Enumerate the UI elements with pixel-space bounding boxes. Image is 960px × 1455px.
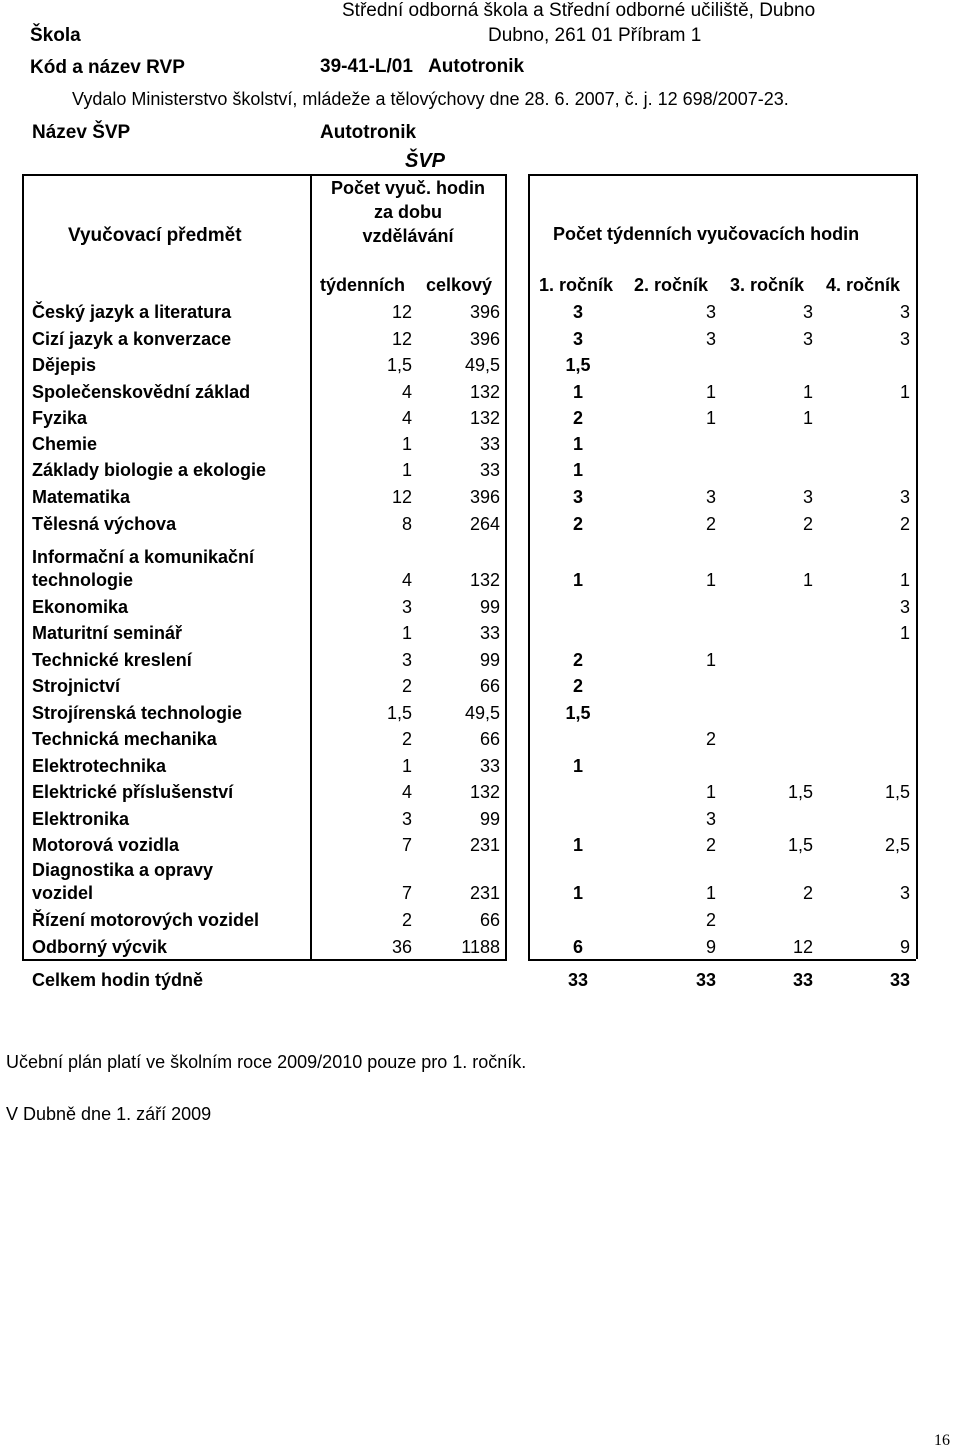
total-hours: 132 (469, 570, 500, 590)
weekly-hours: 4 (401, 408, 412, 428)
svp-heading: ŠVP (404, 150, 446, 172)
year-1-hours: 1 (572, 835, 583, 855)
subject-name: Technická mechanika (32, 729, 217, 749)
year-3-hours: 12 (792, 937, 813, 957)
table-border-line (528, 174, 530, 959)
table-border-line (22, 174, 507, 176)
weekly-hours: 3 (401, 809, 412, 829)
total-y3: 33 (792, 970, 813, 990)
subject-name: Motorová vozidla (32, 835, 180, 855)
column-header: 1. ročník (539, 275, 614, 295)
total-hours: 396 (469, 302, 500, 322)
total-label: Celkem hodin týdně (32, 970, 204, 990)
total-hours: 66 (479, 729, 500, 749)
year-1-hours: 3 (572, 329, 583, 349)
subject-name: Základy biologie a ekologie (32, 460, 267, 480)
year-1-hours: 6 (572, 937, 583, 957)
subject-name: Fyzika (32, 408, 88, 428)
year-4-hours: 3 (899, 329, 910, 349)
weekly-hours: 1,5 (386, 355, 412, 375)
date-line: V Dubně dne 1. září 2009 (6, 1104, 212, 1124)
weekly-hours: 12 (391, 329, 412, 349)
validity-note: Učební plán platí ve školním roce 2009/2010 pouze pro 1. ročník. (6, 1052, 527, 1072)
year-4-hours: 3 (899, 597, 910, 617)
year-4-hours: 9 (899, 937, 910, 957)
total-y2: 33 (695, 970, 716, 990)
year-2-hours: 1 (705, 382, 716, 402)
weekly-hours: 4 (401, 782, 412, 802)
year-1-hours: 2 (572, 408, 583, 428)
page-number: 16 (934, 1432, 950, 1449)
year-2-hours: 3 (705, 809, 716, 829)
school-label: Škola (30, 25, 81, 46)
table-border-line (528, 174, 916, 176)
year-1-hours: 2 (572, 676, 583, 696)
year-2-hours: 9 (705, 937, 716, 957)
weekly-hours: 12 (391, 487, 412, 507)
year-3-hours: 1 (802, 408, 813, 428)
total-hours: 33 (479, 460, 500, 480)
weekly-hours: 1 (401, 460, 412, 480)
year-4-hours: 3 (899, 487, 910, 507)
table-border-line (310, 174, 312, 959)
weekly-hours: 1 (401, 434, 412, 454)
column-header: 4. ročník (826, 275, 901, 295)
year-4-hours: 1 (899, 623, 910, 643)
total-hours: 99 (479, 597, 500, 617)
table-border-line (528, 959, 916, 961)
rvp-label: Kód a název RVP (30, 57, 185, 78)
subject-name: Řízení motorových vozidel (32, 910, 260, 930)
total-hours: 33 (479, 434, 500, 454)
year-2-hours: 1 (705, 408, 716, 428)
year-2-hours: 2 (705, 514, 716, 534)
subject-name: Elektrotechnika (32, 756, 167, 776)
total-y4: 33 (889, 970, 910, 990)
weekly-hours: 1 (401, 623, 412, 643)
subject-name: Český jazyk a literatura (32, 302, 232, 322)
column-header: 3. ročník (730, 275, 805, 295)
year-1-hours: 1 (572, 382, 583, 402)
weekly-hours: 12 (391, 302, 412, 322)
year-3-hours: 2 (802, 883, 813, 903)
weekly-hours: 1 (401, 756, 412, 776)
svp-label: Název ŠVP (32, 122, 131, 143)
subject-name: Chemie (32, 434, 98, 454)
column-header: 2. ročník (634, 275, 709, 295)
table-border-line (22, 174, 24, 959)
subject-name: Diagnostika a opravy (32, 860, 214, 880)
year-4-hours: 3 (899, 302, 910, 322)
hours-heading-line: za dobu (374, 202, 442, 222)
year-2-hours: 3 (705, 487, 716, 507)
year-2-hours: 2 (705, 835, 716, 855)
weekly-hours: 8 (401, 514, 412, 534)
year-3-hours: 1 (802, 382, 813, 402)
year-3-hours: 1,5 (787, 782, 813, 802)
svp-value: Autotronik (320, 122, 417, 143)
year-4-hours: 2,5 (884, 835, 910, 855)
weekly-hours: 7 (401, 835, 412, 855)
subject-name: Technické kreslení (32, 650, 192, 670)
hours-heading-line: Počet vyuč. hodin (330, 178, 486, 198)
year-1-hours: 2 (572, 514, 583, 534)
total-hours: 396 (469, 329, 500, 349)
school-address: Dubno, 261 01 Příbram 1 (488, 25, 702, 46)
year-1-hours: 2 (572, 650, 583, 670)
year-2-hours: 1 (705, 883, 716, 903)
year-1-hours: 1,5 (565, 355, 591, 375)
subject-name: Strojírenská technologie (32, 703, 243, 723)
rvp-value: 39-41-L/01 Autotronik (320, 56, 525, 77)
total-hours: 66 (479, 910, 500, 930)
subject-name: Cizí jazyk a konverzace (32, 329, 232, 349)
total-hours: 33 (479, 623, 500, 643)
total-hours: 231 (469, 835, 500, 855)
weekly-hours: 4 (401, 570, 412, 590)
weekly-hours: 4 (401, 382, 412, 402)
total-y1: 33 (567, 970, 589, 990)
total-hours: 396 (469, 487, 500, 507)
total-hours: 264 (469, 514, 500, 534)
year-3-hours: 3 (802, 302, 813, 322)
total-hours: 132 (469, 782, 500, 802)
subject-name: Informační a komunikační (32, 547, 255, 567)
year-1-hours: 3 (572, 302, 583, 322)
subject-name: Odborný výcvik (32, 937, 168, 957)
total-hours: 231 (469, 883, 500, 903)
year-3-hours: 1,5 (787, 835, 813, 855)
subject-name: Společenskovědní základ (32, 382, 251, 402)
year-2-hours: 3 (705, 302, 716, 322)
year-1-hours: 1 (572, 756, 583, 776)
year-2-hours: 2 (705, 729, 716, 749)
subject-name: Elektronika (32, 809, 130, 829)
subject-name: Strojnictví (32, 676, 121, 696)
hours-heading-line: vzdělávání (362, 226, 454, 246)
year-1-hours: 3 (572, 487, 583, 507)
subject-name: Ekonomika (32, 597, 129, 617)
total-hours: 1188 (461, 937, 500, 957)
year-4-hours: 1 (899, 570, 910, 590)
weekly-hours: 2 (401, 910, 412, 930)
weekly-hours: 36 (391, 937, 412, 957)
year-3-hours: 3 (802, 487, 813, 507)
year-4-hours: 2 (899, 514, 910, 534)
year-1-hours: 1 (572, 460, 583, 480)
year-2-hours: 1 (705, 570, 716, 590)
subject-name: Elektrické příslušenství (32, 782, 234, 802)
school-name: Střední odborná škola a Střední odborné učiliště, Dubno (342, 0, 816, 21)
weekly-hours: 3 (401, 597, 412, 617)
table-border-line (22, 959, 507, 961)
year-1-hours: 1 (572, 434, 583, 454)
issued-by: Vydalo Ministerstvo školství, mládeže a tělovýchovy dne 28. 6. 2007, č. j. 12 698/2007-23. (72, 89, 789, 109)
weekly-hours-heading: Počet týdenních vyučovacích hodin (553, 224, 860, 244)
table-border-line (505, 174, 507, 959)
year-4-hours: 1,5 (884, 782, 910, 802)
year-2-hours: 2 (705, 910, 716, 930)
total-hours: 66 (479, 676, 500, 696)
weekly-hours: 7 (401, 883, 412, 903)
weekly-hours: 1,5 (386, 703, 412, 723)
year-1-hours: 1 (572, 883, 583, 903)
total-hours: 49,5 (464, 355, 500, 375)
year-3-hours: 1 (802, 570, 813, 590)
year-3-hours: 2 (802, 514, 813, 534)
total-hours: 49,5 (464, 703, 500, 723)
column-header: celkový (426, 275, 493, 295)
total-hours: 99 (479, 650, 500, 670)
year-1-hours: 1 (572, 570, 583, 590)
table-border-line (916, 174, 918, 959)
subject-heading: Vyučovací předmět (68, 225, 242, 246)
weekly-hours: 3 (401, 650, 412, 670)
curriculum-table (22, 150, 918, 990)
subject-name: vozidel (32, 883, 94, 903)
year-1-hours: 1,5 (565, 703, 591, 723)
subject-name: Matematika (32, 487, 131, 507)
year-2-hours: 3 (705, 329, 716, 349)
year-3-hours: 3 (802, 329, 813, 349)
subject-name: Dějepis (32, 355, 97, 375)
column-header: týdenních (320, 275, 406, 295)
subject-name: technologie (32, 570, 134, 590)
year-2-hours: 1 (705, 782, 716, 802)
year-2-hours: 1 (705, 650, 716, 670)
subject-name: Maturitní seminář (32, 623, 183, 643)
total-hours: 99 (479, 809, 500, 829)
total-hours: 132 (469, 408, 500, 428)
total-hours: 33 (479, 756, 500, 776)
year-4-hours: 1 (899, 382, 910, 402)
subject-name: Tělesná výchova (32, 514, 177, 534)
year-4-hours: 3 (899, 883, 910, 903)
weekly-hours: 2 (401, 729, 412, 749)
weekly-hours: 2 (401, 676, 412, 696)
total-hours: 132 (469, 382, 500, 402)
